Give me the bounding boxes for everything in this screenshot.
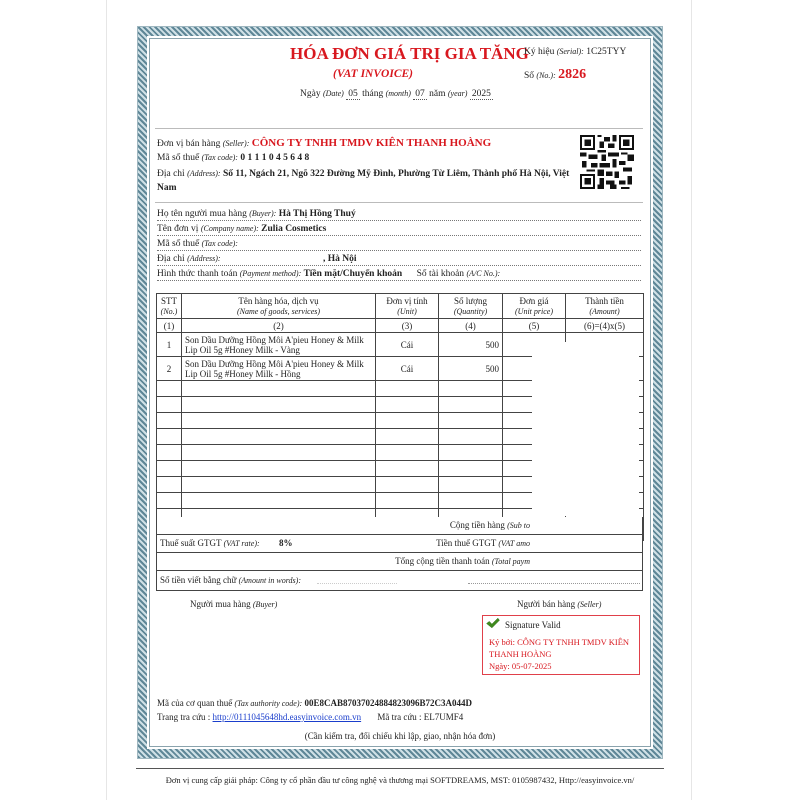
header-unit-price: Đơn giá (Unit price) [503,294,566,319]
number-label: Số [524,71,535,81]
buyer-name-row [157,209,641,223]
seller-address: Số 11, Ngách 21, Ngõ 322 Đường Mỹ Đình, Phường Từ Liêm, Thành phố Hà Nội, Việt [222,169,570,179]
qr-code-icon [580,135,634,189]
buyer-address-label: Địa chỉ [157,254,185,264]
payment-method: Tiền mặt/Chuyển khoản [303,269,403,279]
header-amount: Thành tiền (Amount) [566,294,644,319]
seller-tax-row [157,153,309,163]
payment-label: Hình thức thanh toán [157,269,238,279]
seller-address-line2: Nam [157,183,177,193]
number-label-en: (No.): [536,71,556,80]
buyer-label-en: (Buyer): [249,209,277,218]
year-value: 2025 [471,89,491,99]
divider [155,202,643,203]
number-value: 2826 [558,67,587,82]
tax-authority-code: 00E8CAB87037024884823096B72C3A044D [304,698,472,708]
row-quantity: 500 [439,333,503,357]
buyer-tax-label: Mã số thuế [157,239,200,249]
invoice-date [300,89,493,99]
invoice-title: HÓA ĐƠN GIÁ TRỊ GIA TĂNG [290,44,529,63]
year-label: năm [429,89,446,99]
month-label-en: (month) [385,89,411,98]
header-no: STT (No.) [157,294,182,319]
buyer-label: Họ tên người mua hàng [157,209,247,219]
signed-date: Ngày: 05-07-2025 [489,661,552,671]
seller-address-row [157,167,575,195]
signed-by: Ký bởi: CÔNG TY TNHH TMDV KIÊN [489,637,630,647]
seller-name: CÔNG TY TNHH TMDV KIÊN THANH HOÀNG [251,137,492,149]
signed-by-line2: THANH HOÀNG [489,649,552,659]
total-label: Tổng cộng tiền thanh toán (Total paym [395,556,530,566]
invoice-subtitle: (VAT INVOICE) [333,68,413,80]
checkmark-icon [486,617,500,629]
buyer-company-row [157,224,641,238]
amount-words-row [156,571,643,591]
lookup-url-link[interactable]: http://0111045648hd.easyinvoice.com.vn [212,712,362,722]
provider-footer: Đơn vị cung cấp giải pháp: Công ty cổ phần đầu tư công nghệ và thương mại SOFTDREAMS, MST: 0105987432, Http://easyinvoice.vn/ [165,775,635,785]
seller-name-row [157,137,491,149]
table-header-row [157,294,644,319]
row-no: 2 [157,357,182,381]
buyer-name: Hà Thị Hồng Thuý [278,209,356,219]
row-quantity: 500 [439,357,503,381]
serial-label-en: (Serial): [556,47,584,56]
seller-tax-label: Mã số thuế [157,153,200,163]
account-label: Số tài khoản [416,269,465,279]
subtotal-row [156,517,643,535]
lookup-code: EL7UMF4 [423,712,464,722]
footer-divider [136,768,664,769]
serial [524,47,626,57]
row-unit: Cái [376,333,439,357]
seller-label: Đơn vị bán hàng [157,139,221,149]
month-label: tháng [362,89,384,99]
account-label-en: (A/C No.): [466,269,501,278]
seller-tax-label-en: (Tax code): [201,153,238,162]
vat-row [156,535,643,553]
row-unit: Cái [376,357,439,381]
signature-valid-text: Signature Valid [505,620,561,630]
tax-authority-row: Mã của cơ quan thuế (Tax authority code): 00E8CAB87037024884823096B72C3A044D [157,698,472,708]
month-value: 07 [415,89,425,99]
buyer-tax-label-en: (Tax code): [201,239,238,248]
column-number-row: (1) (2) (3) (4) (5) (6)=(4)x(5) [157,319,644,333]
day-label-en: (Date) [322,89,344,98]
day-value: 05 [348,89,358,99]
serial-label: Ký hiệu [524,47,555,57]
buyer-address-row [157,254,641,268]
year-label-en: (year) [447,89,468,98]
header-name: Tên hàng hóa, dịch vụ (Name of goods, services) [182,294,376,319]
invoice-number [524,67,586,83]
buyer-signature-label: Người mua hàng (Buyer) [190,599,278,609]
seller-address-label: Địa chỉ [157,169,185,179]
subtotal-label: Cộng tiền hàng (Sub to [449,520,530,530]
row-name: Son Dầu Dưỡng Hồng Môi A'pieu Honey & Milk Lip Oil 5g #Honey Milk - Hồng [182,357,376,381]
row-no: 1 [157,333,182,357]
buyer-address: , Hà Nội [322,254,357,264]
seller-address-label-en: (Address): [187,169,221,178]
payment-label-en: (Payment method): [239,269,302,278]
header-quantity: Số lượng (Quantity) [439,294,503,319]
vat-amount-label: Tiền thuế GTGT (VAT amo [436,538,530,548]
buyer-address-label-en: (Address): [187,254,221,263]
verification-note: (Cần kiểm tra, đối chiếu khi lập, giao, nhận hóa đơn) [304,731,496,741]
serial-value: 1C25TYY [586,47,627,57]
column-divider [565,333,566,342]
seller-tax-code: 0 1 1 1 0 4 5 6 4 8 [240,153,310,163]
vat-rate-label: Thuế suất GTGT (VAT rate): [160,538,260,548]
payment-row [157,269,641,283]
total-row [156,553,643,571]
row-name: Son Dầu Dưỡng Hồng Môi A'pieu Honey & Milk Lip Oil 5g #Honey Milk - Vàng [182,333,376,357]
day-label: Ngày [300,89,321,99]
seller-label-en: (Seller): [222,139,250,148]
digital-signature-box[interactable] [482,615,640,675]
redacted-area [532,336,639,516]
header-unit: Đơn vị tính (Unit) [376,294,439,319]
divider [155,128,643,129]
amount-words-label: Số tiền viết bằng chữ (Amount in words): [160,575,301,585]
company-label: Tên đơn vị [157,224,199,234]
lookup-row: Trang tra cứu : http://0111045648hd.easyinvoice.com.vn Mã tra cứu : EL7UMF4 [157,712,464,722]
vat-rate-value: 8% [279,538,293,548]
company-label-en: (Company name): [200,224,259,233]
buyer-tax-row [157,239,641,253]
seller-signature-label: Người bán hàng (Seller) [517,599,602,609]
company-name: Zulia Cosmetics [261,224,327,234]
